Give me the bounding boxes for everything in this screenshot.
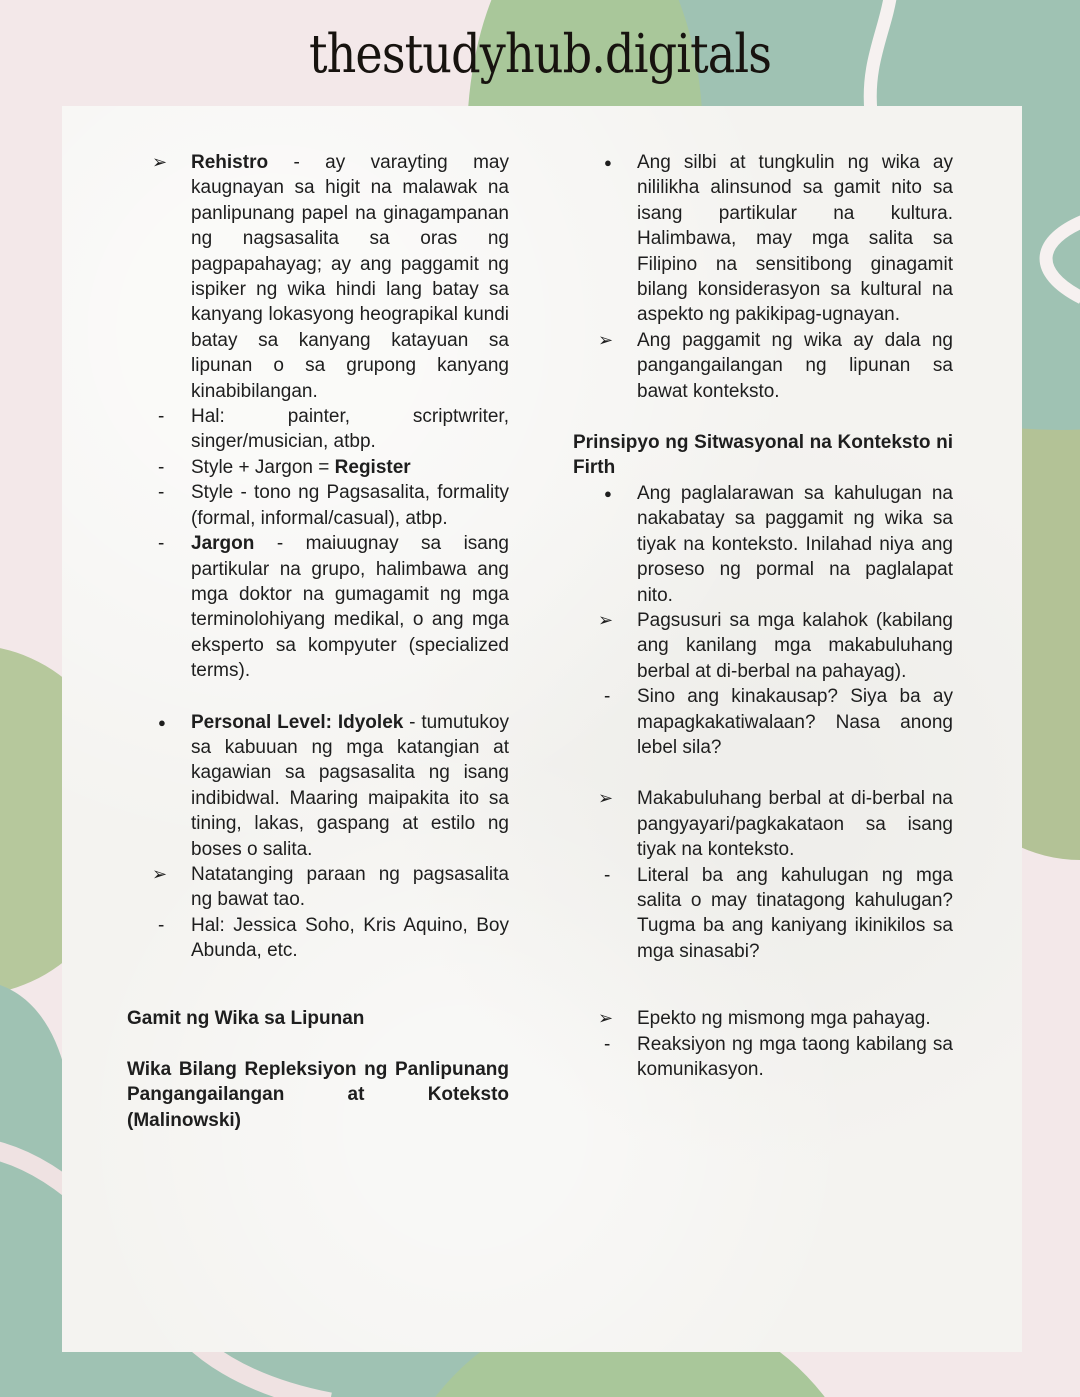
bold-text-segment: Rehistro <box>191 152 269 173</box>
text-segment: Ang silbi at tungkulin ng wika ay nililikha alinsunod sa gamit nito sa isang partikular na kultura. Halimbawa, may mga salita sa Filipino na sensitibong ginagamit bilang konsiderasyon sa kultural na aspekto ng pakikipag-ugnayan. <box>637 152 953 326</box>
bold-text-segment: Prinsipyo ng Sitwasyonal na Konteksto ni Firth <box>573 432 953 479</box>
text-segment: - ay varayting may kaugnayan sa higit na malawak na panlipunang papel na ginagampanan ng nagsasalita sa oras ng pagpapahayag; ay ang paggamit ng ispiker ng wika hindi lang batay sa kanyang lokasyong heograpikal kundi batay sa kanyang katayuan sa lipunan o sa grupong kanyang kinabibilangan. <box>191 152 509 402</box>
arrow-bullet-marker: ➢ <box>152 863 168 884</box>
text-segment: Pagsusuri sa mga kalahok (kabilang ang kanilang mga makabuluhang berbal at di-berbal na pahayag). <box>637 609 953 682</box>
section-heading <box>127 1006 509 1031</box>
arrow-bullet-marker: ➢ <box>152 152 168 172</box>
brand-title: thestudyhub.digitals <box>308 24 772 85</box>
text-segment: Natatanging paraan ng pagsasalita ng bawat tao. <box>191 863 509 911</box>
section-heading <box>127 1057 509 1133</box>
dot-bullet-marker: ● <box>604 485 612 501</box>
list-item <box>127 913 509 964</box>
list-item <box>573 150 953 328</box>
text-segment: - tumutukoy sa kabuuan ng mga katangian at kagawian sa pagsasalita ng isang indibidwal. Maaring maipakita ito sa tining, lakas, gaspang at estilo ng boses o salita. <box>191 711 509 860</box>
dot-bullet-marker: ● <box>604 155 612 170</box>
dash-bullet-marker: - <box>604 686 611 708</box>
arrow-bullet-marker: ➢ <box>598 329 614 350</box>
text-segment: Hal: Jessica Soho, Kris Aquino, Boy Abunda, etc. <box>191 914 509 962</box>
text-segment: Style + Jargon = <box>191 456 335 478</box>
dash-bullet-marker: - <box>604 864 611 886</box>
list-item <box>573 1006 953 1031</box>
list-item <box>127 710 509 862</box>
text-segment: Sino ang kinakausap? Siya ba ay mapagkakatiwalaan? Nasa anong lebel sila? <box>637 686 953 758</box>
dot-bullet-marker: ● <box>158 714 166 730</box>
text-segment: Literal ba ang kahulugan ng mga salita o may tinatagong kahulugan? Tugma ba ang kaniyang ikinikilos sa mga sinasabi? <box>637 864 953 962</box>
dash-bullet-marker: - <box>158 482 165 504</box>
text-segment: Epekto ng mismong mga pahayag. <box>637 1008 931 1030</box>
arrow-bullet-marker: ➢ <box>598 788 614 809</box>
dash-bullet-marker: - <box>158 533 165 555</box>
notes-paper <box>62 106 1022 1352</box>
list-item <box>573 863 953 965</box>
bold-text-segment: Register <box>334 456 411 478</box>
bold-text-segment: Gamit ng Wika sa Lipunan <box>127 1007 365 1029</box>
text-segment: Style - tono ng Pagsasalita, formality (formal, informal/casual), atbp. <box>191 482 509 529</box>
list-item <box>127 862 509 913</box>
dash-bullet-marker: - <box>158 406 165 428</box>
list-item <box>573 786 953 862</box>
dash-bullet-marker: - <box>158 456 165 478</box>
list-item <box>573 608 953 684</box>
list-item <box>127 531 509 683</box>
text-segment: Makabuluhang berbal at di-berbal na pangyayari/pagkakataon sa isang tiyak na konteksto. <box>637 788 953 861</box>
left-column <box>127 150 509 1133</box>
list-item <box>573 481 953 608</box>
list-item <box>127 480 509 531</box>
list-item <box>573 1032 953 1083</box>
list-item <box>127 455 509 480</box>
bold-text-segment: Personal Level: Idyolek <box>191 711 404 733</box>
list-item <box>573 328 953 404</box>
right-column <box>573 150 953 1082</box>
section-heading <box>573 430 953 481</box>
dash-bullet-marker: - <box>604 1033 611 1055</box>
text-segment: Ang paglalarawan sa kahulugan na nakabatay sa paggamit ng wika sa tiyak na konteksto. Inilahad niya ang proseso ng pormal na paglalapat nito. <box>637 482 953 606</box>
arrow-bullet-marker: ➢ <box>598 1008 614 1029</box>
bold-text-segment: Jargon <box>191 533 255 555</box>
bold-text-segment: Wika Bilang Repleksiyon ng Panlipunang Pangangailangan at Koteksto (Malinowski) <box>127 1059 509 1131</box>
text-segment: Ang paggamit ng wika ay dala ng pangangailangan ng lipunan sa bawat konteksto. <box>637 329 953 402</box>
text-segment: Hal: painter, scriptwriter, singer/musician, atbp. <box>191 406 509 453</box>
list-item <box>127 150 509 404</box>
text-segment: - maiuugnay sa isang partikular na grupo, halimbawa ang mga doktor na gumagamit ng mga terminolohiyang medikal, o ang mga eksperto sa kompyuter (specialized terms). <box>191 533 509 682</box>
dash-bullet-marker: - <box>158 914 165 936</box>
arrow-bullet-marker: ➢ <box>598 609 614 630</box>
list-item <box>127 404 509 455</box>
list-item <box>573 684 953 760</box>
text-segment: Reaksiyon ng mga taong kabilang sa komunikasyon. <box>637 1033 953 1080</box>
